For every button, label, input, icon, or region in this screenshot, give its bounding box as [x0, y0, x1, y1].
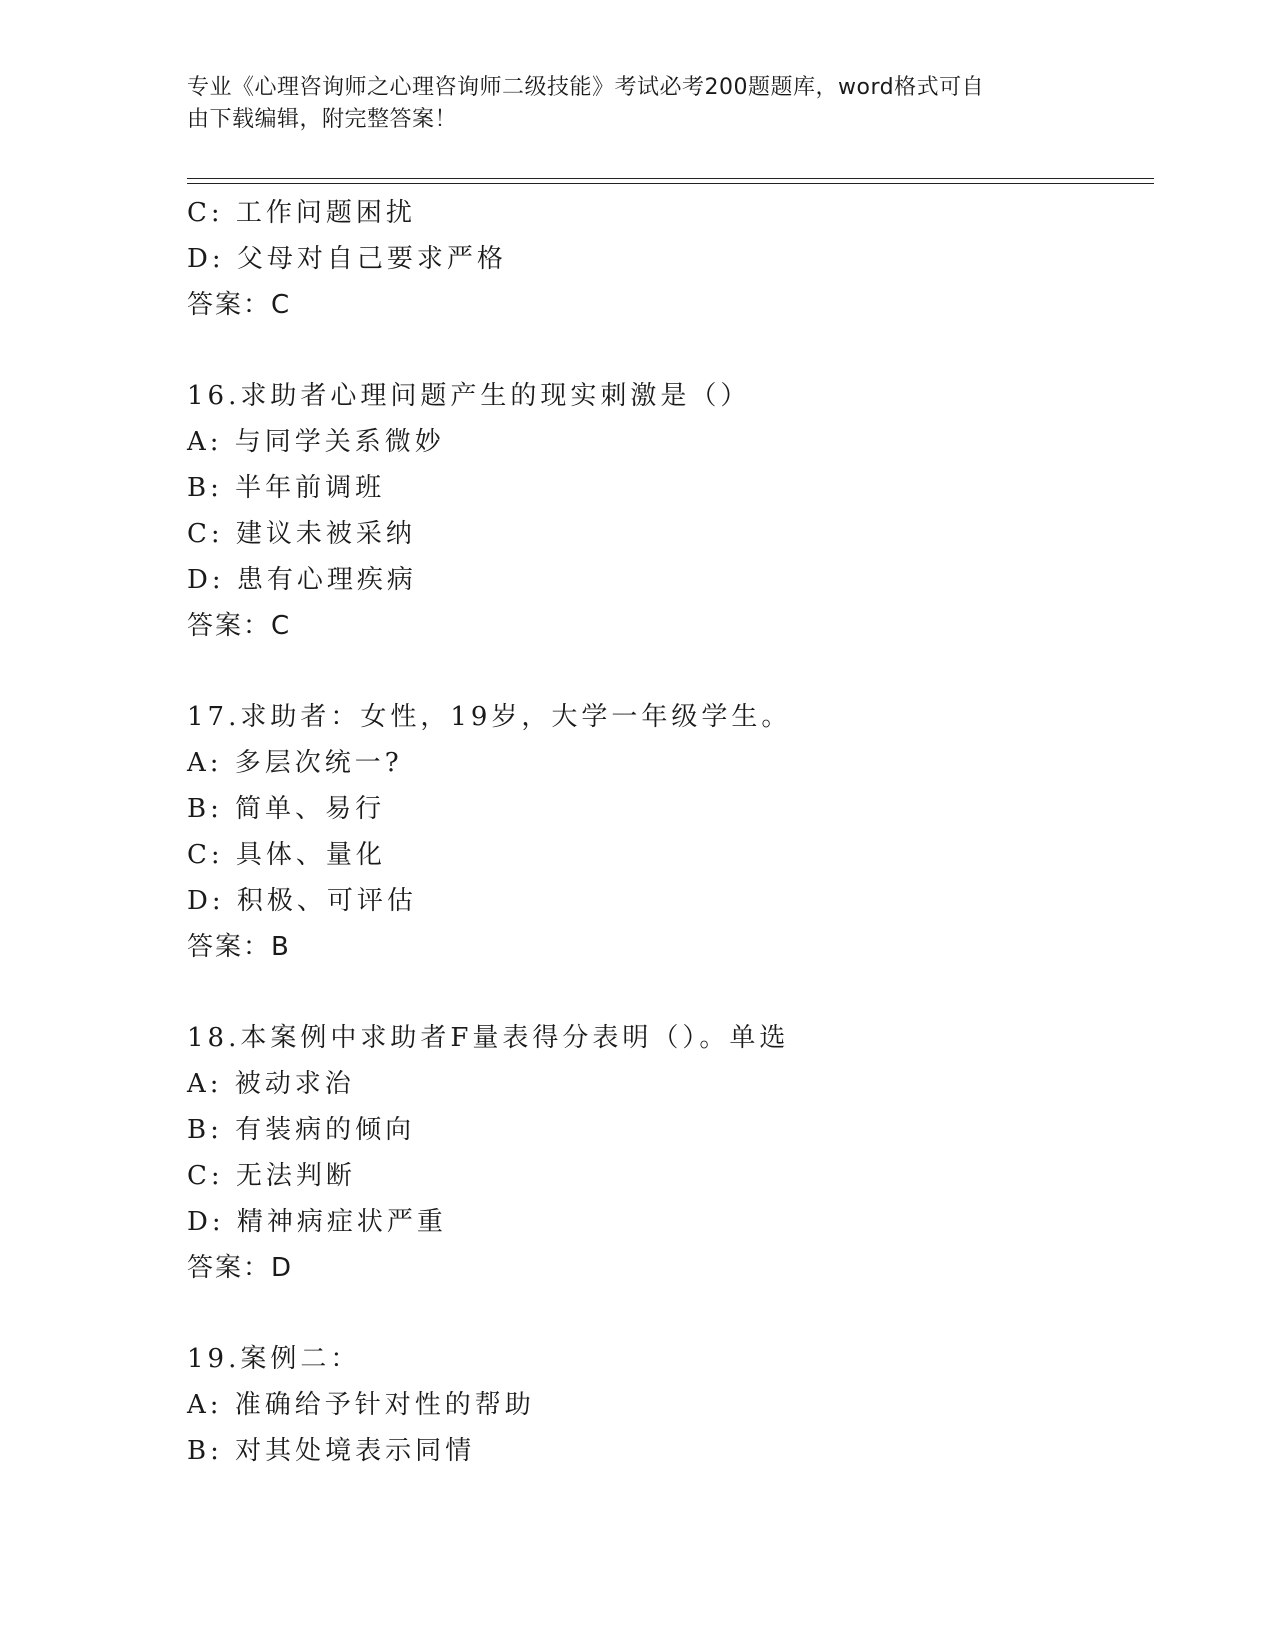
option-c: C: 建议未被采纳	[187, 519, 416, 549]
option-d: D: 精神病症状严重	[187, 1207, 447, 1237]
question-stem: 18.本案例中求助者F量表得分表明（）。单选	[187, 1023, 790, 1053]
question-gap	[187, 970, 1147, 1015]
question-gap	[187, 1291, 1147, 1336]
answer-line: 答案：C	[187, 611, 292, 641]
question-18	[187, 1015, 1147, 1291]
answer-line: 答案：D	[187, 1253, 294, 1283]
question-gap	[187, 649, 1147, 694]
option-b: B: 对其处境表示同情	[187, 1436, 476, 1466]
option-b: B: 半年前调班	[187, 473, 386, 503]
option-a: A: 准确给予针对性的帮助	[187, 1390, 535, 1420]
question-stem: 17.求助者：女性，19岁，大学一年级学生。	[187, 702, 792, 732]
option-c: C: 无法判断	[187, 1161, 356, 1191]
question-16	[187, 373, 1147, 649]
question-continued	[187, 190, 1147, 328]
header-line-1: 专业《心理咨询师之心理咨询师二级技能》考试必考200题题库，word格式可自	[187, 75, 985, 100]
header-divider-top	[187, 178, 1154, 179]
answer-line: 答案：B	[187, 932, 291, 962]
option-d: D: 患有心理疾病	[187, 565, 417, 595]
question-gap	[187, 328, 1147, 373]
header-line-2: 由下载编辑，附完整答案！	[187, 107, 458, 132]
document-header	[187, 72, 1067, 136]
question-stem: 16.求助者心理问题产生的现实刺激是（）	[187, 381, 751, 411]
option-d: D: 父母对自己要求严格	[187, 244, 507, 274]
option-a: A: 被动求治	[187, 1069, 355, 1099]
option-b: B: 有装病的倾向	[187, 1115, 416, 1145]
question-stem: 19.案例二：	[187, 1344, 361, 1374]
question-19	[187, 1336, 1147, 1474]
option-c: C: 具体、量化	[187, 840, 386, 870]
option-c: C: 工作问题困扰	[187, 198, 416, 228]
answer-line: 答案：C	[187, 290, 292, 320]
question-list	[187, 190, 1147, 1474]
header-divider-bottom	[187, 183, 1154, 184]
option-b: B: 简单、易行	[187, 794, 386, 824]
question-17	[187, 694, 1147, 970]
option-d: D: 积极、可评估	[187, 886, 417, 916]
option-a: A: 与同学关系微妙	[187, 427, 445, 457]
option-a: A: 多层次统一?	[187, 748, 403, 778]
